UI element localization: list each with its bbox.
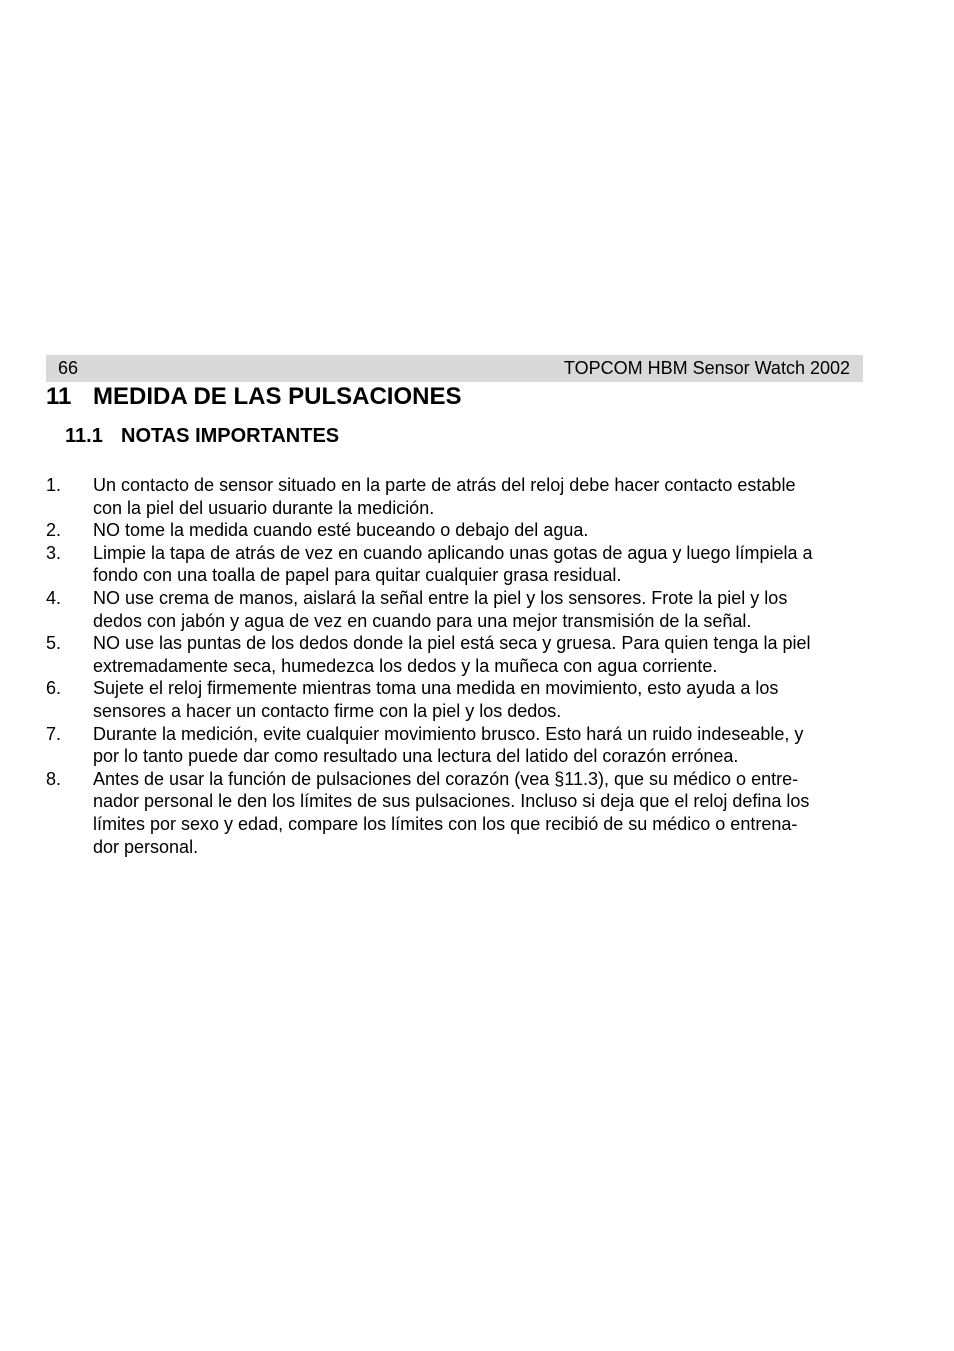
list-item-text-line: nador personal le den los límites de sus pulsaciones. Incluso si deja que el reloj defina los: [93, 791, 810, 812]
chapter-heading: [46, 382, 461, 412]
list-item-text-line: dedos con jabón y agua de vez en cuando para una mejor transmisión de la señal.: [93, 610, 752, 631]
list-item-number: 2.: [46, 520, 62, 541]
list-item: [46, 768, 866, 858]
list-item-text-line: Limpie la tapa de atrás de vez en cuando aplicando unas gotas de agua y luego límpiela a: [93, 542, 813, 563]
list-item-text-line: NO tome la medida cuando esté buceando o debajo del agua.: [93, 520, 589, 541]
list-item-text-line: Un contacto de sensor situado en la parte de atrás del reloj debe hacer contacto estable: [93, 475, 796, 495]
list-item-text-line: NO use crema de manos, aislará la señal entre la piel y los sensores. Frote la piel y los: [93, 587, 788, 608]
list-item-text-line: extremadamente seca, humedezca los dedos y la muñeca con agua corriente.: [93, 655, 718, 676]
list-item-text-line: Antes de usar la función de pulsaciones del corazón (vea §11.3), que su médico o entre-: [93, 768, 799, 789]
list-item-text-line: con la piel del usuario durante la medición.: [93, 497, 435, 518]
list-item-text-line: dor personal.: [93, 836, 199, 857]
list-item-number: 5.: [46, 633, 62, 654]
list-item-number: 3.: [46, 542, 62, 563]
section-heading: [65, 423, 339, 449]
section-number: 11.1: [65, 425, 103, 447]
list-item: [46, 677, 866, 722]
document-title: TOPCOM HBM Sensor Watch 2002: [563, 358, 850, 378]
list-item-number: 8.: [46, 768, 62, 789]
list-item-text-line: fondo con una toalla de papel para quitar cualquier grasa residual.: [93, 565, 622, 586]
section-title: NOTAS IMPORTANTES: [121, 425, 340, 447]
list-item: [46, 474, 866, 519]
list-item-text-line: sensores a hacer un contacto firme con la piel y los dedos.: [93, 700, 562, 721]
list-item: [46, 632, 866, 677]
page-header-bar: [46, 355, 863, 382]
list-item-text-line: por lo tanto puede dar como resultado una lectura del latido del corazón errónea.: [93, 746, 739, 767]
important-notes-list: [46, 474, 866, 858]
list-item-text-line: Durante la medición, evite cualquier movimiento brusco. Esto hará un ruido indeseable, y: [93, 723, 804, 744]
list-item: [46, 587, 866, 632]
list-item-number: 1.: [46, 475, 62, 495]
list-item: [46, 723, 866, 768]
page-number: 66: [58, 358, 79, 378]
list-item-text-line: límites por sexo y edad, compare los límites con los que recibió de su médico o entrena-: [93, 813, 798, 834]
chapter-number: 11: [46, 383, 72, 410]
list-item-number: 6.: [46, 678, 62, 699]
list-item-text-line: Sujete el reloj firmemente mientras toma una medida en movimiento, esto ayuda a los: [93, 678, 779, 699]
list-item-text-line: NO use las puntas de los dedos donde la piel está seca y gruesa. Para quien tenga la piel: [93, 633, 811, 654]
list-item: [46, 519, 866, 542]
chapter-title: MEDIDA DE LAS PULSACIONES: [93, 383, 462, 410]
list-item-number: 4.: [46, 587, 62, 608]
list-item: [46, 542, 866, 587]
list-item-number: 7.: [46, 723, 62, 744]
